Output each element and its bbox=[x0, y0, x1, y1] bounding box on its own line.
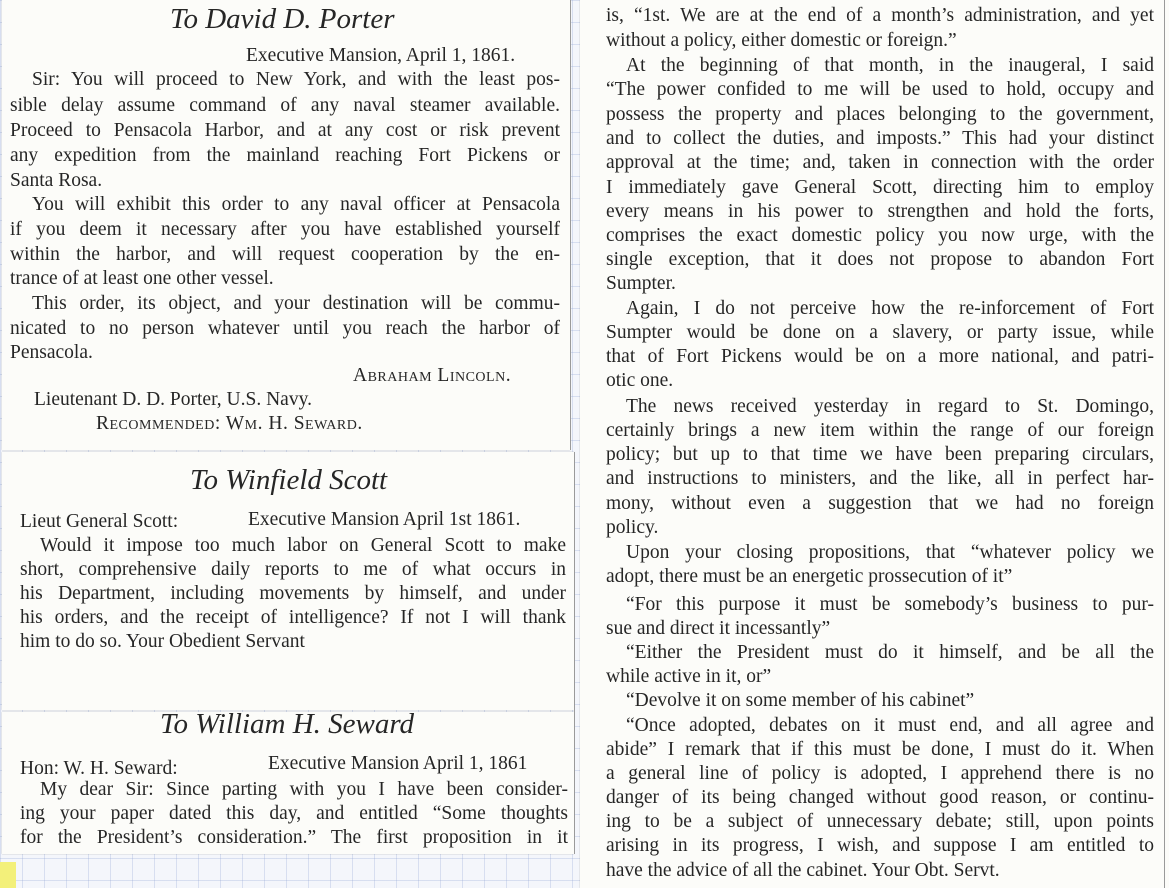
body-line: “The power confided to me will be used to hold, occupy and bbox=[606, 79, 1154, 100]
body-line: certainly brings a new item within the range of our foreign bbox=[606, 420, 1154, 441]
body-line: approval at the time; and, taken in connection with the order bbox=[606, 152, 1154, 173]
dateline: Executive Mansion April 1st 1861. bbox=[248, 509, 521, 530]
body-line: danger of its being changed without good reason, or continu- bbox=[606, 787, 1154, 808]
body-line: “Once adopted, debates on it must end, and all agree and bbox=[626, 715, 1154, 736]
body-line: any expedition from the mainland reaching Fort Pickens or bbox=[10, 145, 560, 166]
body-line: for the President’s consideration.” The first proposition in it bbox=[20, 827, 568, 848]
body-line: Upon your closing propositions, that “whatever policy we bbox=[626, 542, 1154, 563]
dateline: Executive Mansion, April 1, 1861. bbox=[246, 45, 516, 66]
body-line: is, “1st. We are at the end of a month’s administration, and yet bbox=[606, 5, 1154, 26]
letter-title-porter: To David D. Porter bbox=[170, 3, 395, 35]
letter-title-scott: To Winfield Scott bbox=[190, 464, 388, 496]
body-line: Would it impose too much labor on General Scott to make bbox=[40, 535, 566, 556]
addressee: Lieutenant D. D. Porter, U.S. Navy. bbox=[34, 389, 312, 410]
body-line: every means in his power to strengthen and hold the forts, bbox=[606, 201, 1154, 222]
clipping-edge bbox=[574, 452, 575, 854]
signature: Abraham Lincoln. bbox=[353, 365, 512, 386]
body-line: Proceed to Pensacola Harbor, and at any cost or risk prevent bbox=[10, 120, 560, 141]
yellow-sticky-note bbox=[0, 862, 16, 888]
body-line: abide” I remark that if this must be done, I must do it. When bbox=[606, 739, 1154, 760]
body-line: Sumpter. bbox=[606, 273, 676, 294]
body-line: sible delay assume command of any naval steamer available. bbox=[10, 95, 560, 116]
endorsement: Recommended: Wm. H. Seward. bbox=[96, 413, 363, 434]
body-line: arising in its progress, I wish, and suppose I am entitled to bbox=[606, 835, 1154, 856]
body-line: The news received yesterday in regard to St. Domingo, bbox=[626, 396, 1154, 417]
body-line: You will exhibit this order to any naval officer at Pensacola bbox=[32, 194, 560, 215]
body-line: have the advice of all the cabinet. Your Obt. Servt. bbox=[606, 860, 1000, 881]
letter-title-seward: To William H. Seward bbox=[160, 708, 415, 740]
body-line: while active in it, or” bbox=[606, 666, 772, 687]
body-line: adopt, there must be an energetic prossecution of it” bbox=[606, 566, 1013, 587]
body-line: short, comprehensive daily reports to me of what occurs in bbox=[20, 559, 566, 580]
body-line: his Department, including movements by himself, and under bbox=[20, 583, 566, 604]
body-line: and instructions to ministers, and the like, all in perfect har- bbox=[606, 468, 1154, 489]
body-line: that of Fort Pickens would be on a more national, and patri- bbox=[606, 346, 1154, 367]
body-line: “For this purpose it must be somebody’s business to pur- bbox=[626, 594, 1154, 615]
dateline: Executive Mansion April 1, 1861 bbox=[268, 753, 528, 774]
body-line: within the harbor, and will request cooperation by the en- bbox=[10, 244, 560, 265]
body-line: trance of at least one other vessel. bbox=[10, 268, 274, 289]
body-line: a general line of policy is adopted, I apprehend there is no bbox=[606, 763, 1154, 784]
body-line: and to collect the duties, and imposts.” This had your distinct bbox=[606, 128, 1154, 149]
body-line: My dear Sir: Since parting with you I have been consider- bbox=[40, 779, 568, 800]
salutation: Lieut General Scott: bbox=[20, 511, 179, 532]
body-line: comprises the exact domestic policy you now urge, with the bbox=[606, 225, 1154, 246]
body-line: “Devolve it on some member of his cabinet” bbox=[626, 690, 975, 711]
body-line: him to do so. Your Obedient Servant bbox=[20, 631, 305, 652]
body-line: his orders, and the receipt of intelligence? If not I will thank bbox=[20, 607, 566, 628]
body-line: if you deem it necessary after you have established yourself bbox=[10, 219, 560, 240]
body-line: sue and direct it incessantly” bbox=[606, 618, 831, 639]
body-line: Again, I do not perceive how the re-inforcement of Fort bbox=[626, 298, 1154, 319]
body-line: Pensacola. bbox=[10, 342, 93, 363]
body-line: otic one. bbox=[606, 370, 674, 391]
body-line: policy. bbox=[606, 517, 659, 538]
body-line: I immediately gave General Scott, directing him to employ bbox=[606, 177, 1154, 198]
body-line: without a policy, either domestic or foreign.” bbox=[606, 30, 957, 51]
body-line: ing your paper dated this day, and entitled “Some thoughts bbox=[20, 803, 568, 824]
body-line: single exception, that it does not propose to abandon Fort bbox=[606, 249, 1154, 270]
clipping-edge bbox=[570, 0, 571, 450]
body-line: ing to be a subject of unnecessary debate; still, upon points bbox=[606, 811, 1154, 832]
body-line: nicated to no person whatever until you reach the harbor of bbox=[10, 318, 560, 339]
salutation: Hon: W. H. Seward: bbox=[20, 758, 178, 779]
body-line: Sumpter would be done on a slavery, or party issue, while bbox=[606, 322, 1154, 343]
body-line: policy; but up to that time we have been preparing circulars, bbox=[606, 444, 1154, 465]
body-line: Santa Rosa. bbox=[10, 170, 103, 191]
body-line: At the beginning of that month, in the inaugeral, I said bbox=[626, 55, 1154, 76]
body-line: mony, without even a suggestion that we had no foreign bbox=[606, 493, 1154, 514]
body-line: “Either the President must do it himself, and be all the bbox=[626, 642, 1154, 663]
clipping-edge bbox=[1164, 0, 1165, 888]
body-line: Sir: You will proceed to New York, and with the least pos- bbox=[32, 69, 560, 90]
body-line: This order, its object, and your destination will be commu- bbox=[32, 293, 560, 314]
body-line: possess the property and places belonging to the government, bbox=[606, 104, 1154, 125]
